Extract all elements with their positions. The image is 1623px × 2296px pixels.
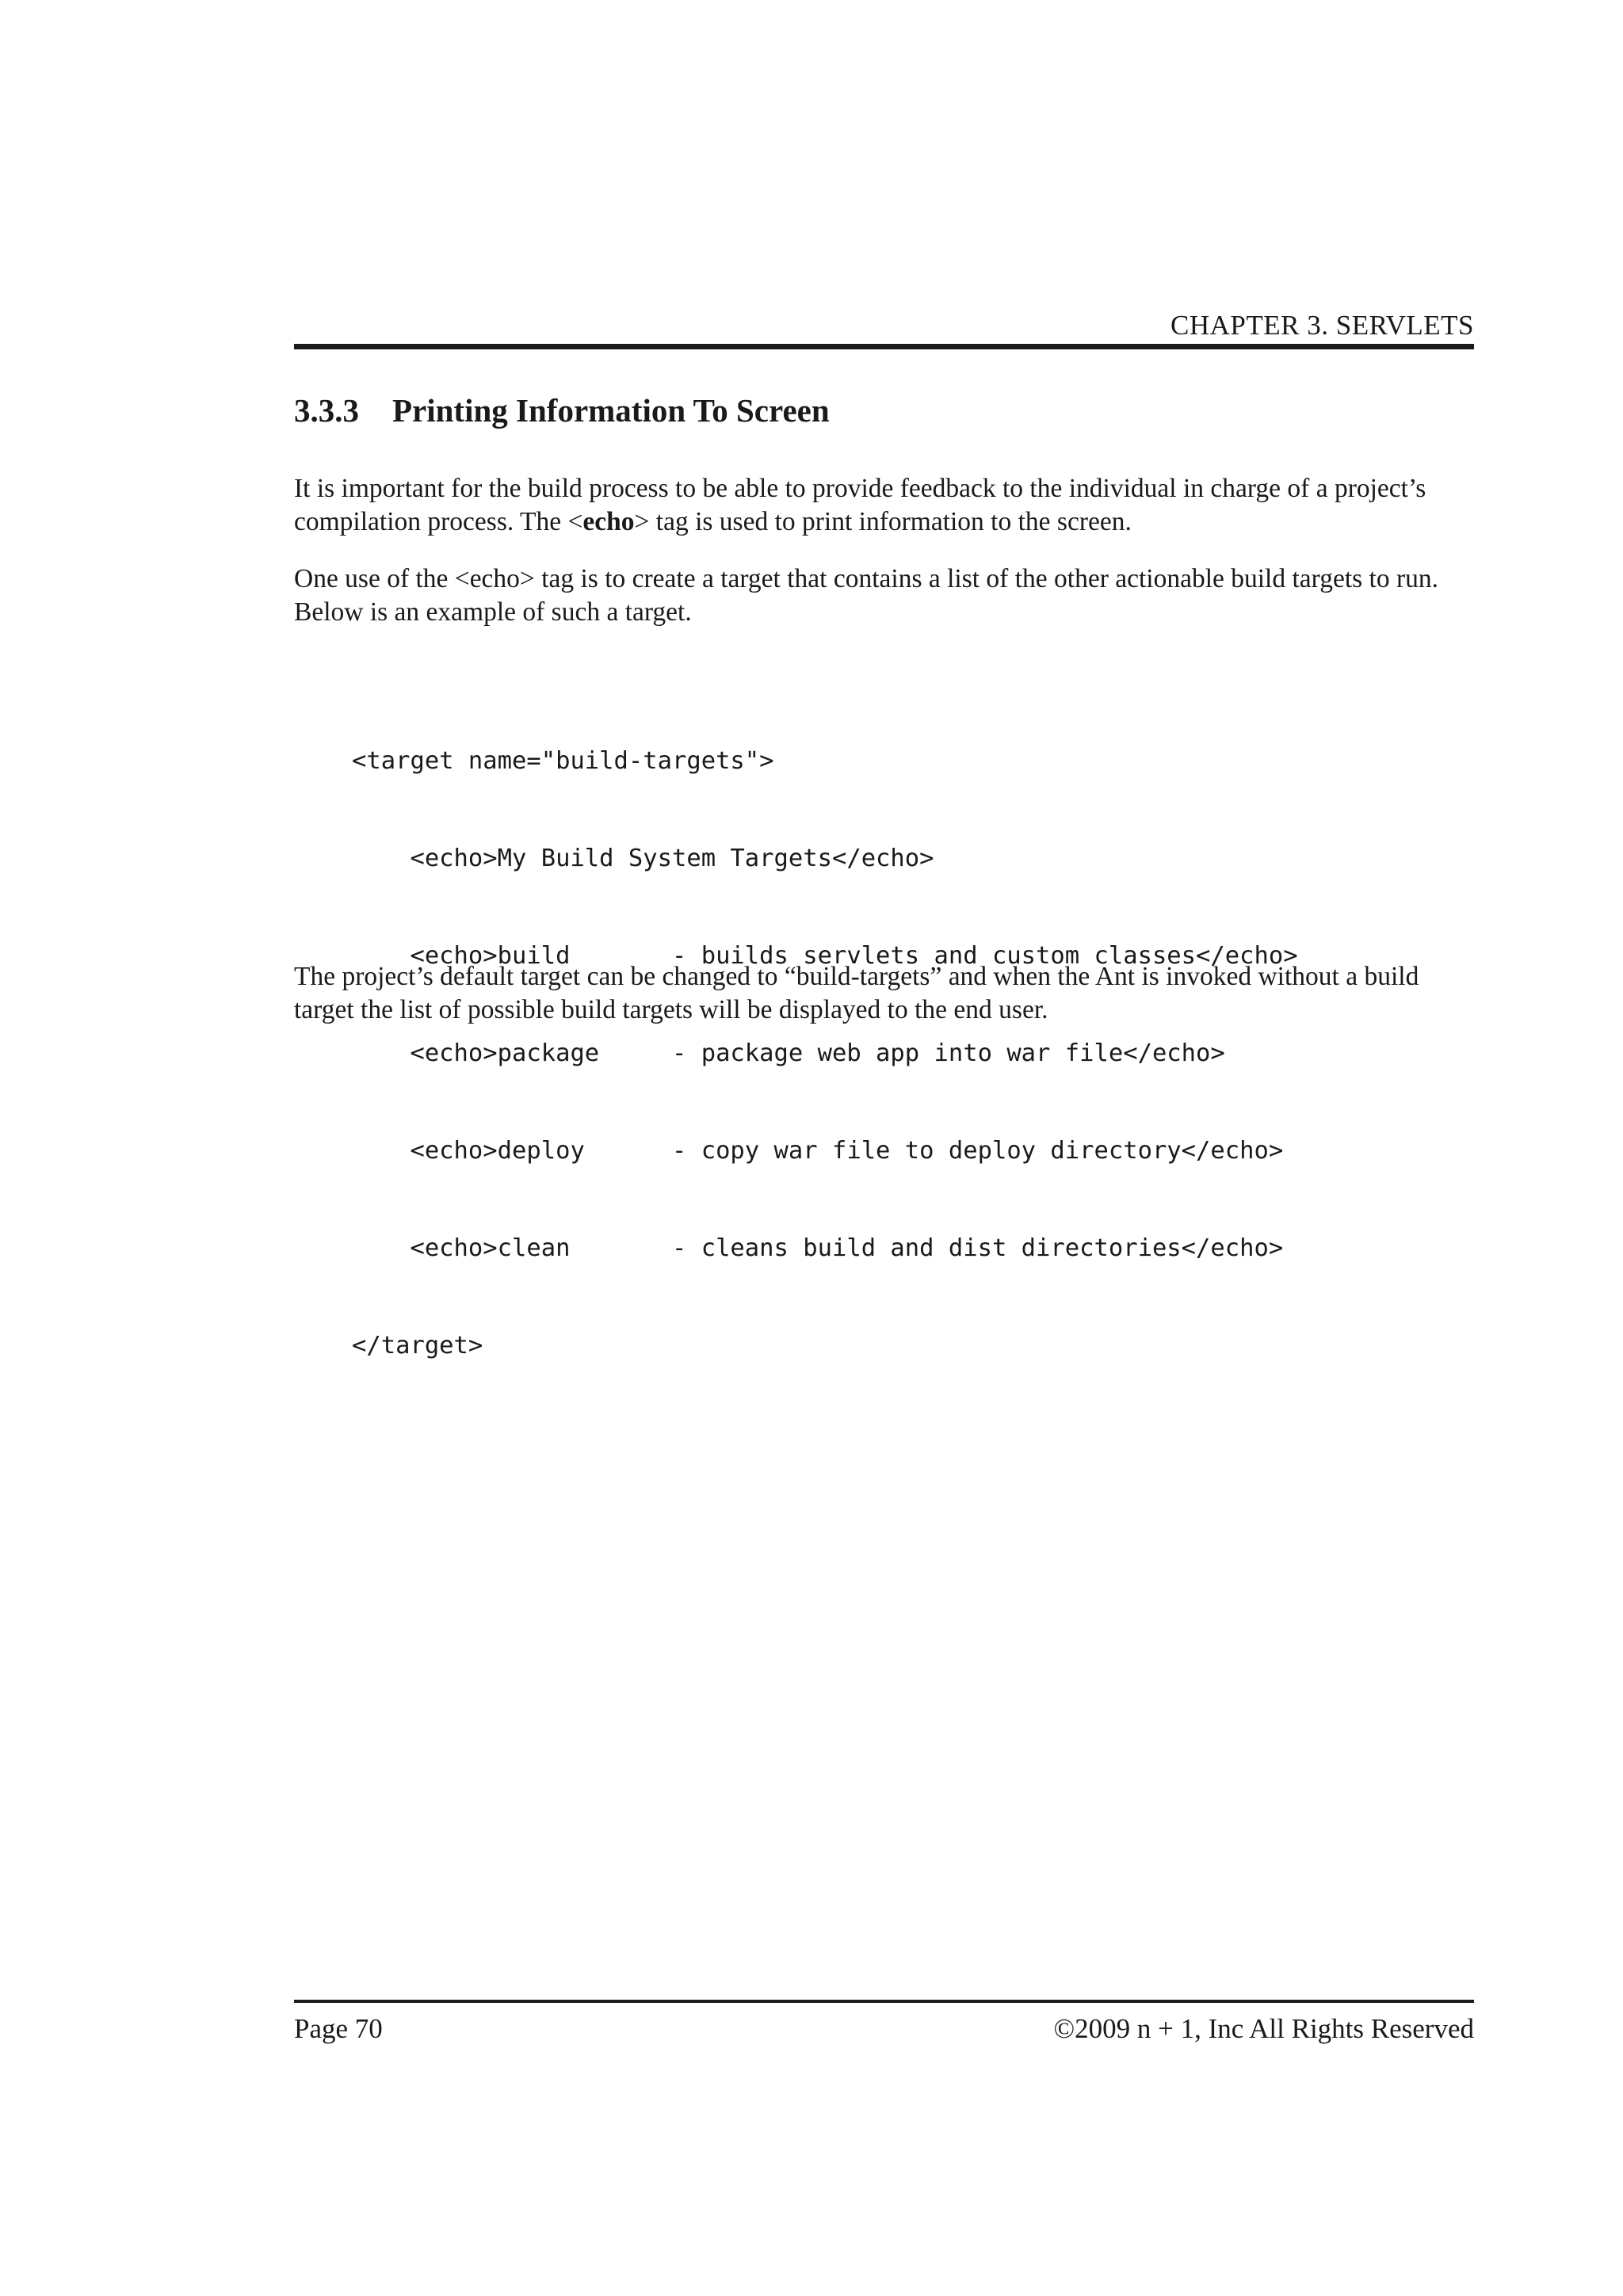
- page-footer: [294, 2009, 1474, 2049]
- code-listing: [352, 680, 1298, 1394]
- echo-tag-bold: echo: [582, 507, 635, 536]
- code-line: <echo>package - package web app into war file</echo>: [352, 1039, 1225, 1067]
- paragraph-intro-end: > tag is used to print information to the screen.: [634, 507, 1132, 536]
- paragraph-intro: [294, 472, 1474, 539]
- running-head: CHAPTER 3. SERVLETS: [1170, 310, 1474, 341]
- code-line: <echo>clean - cleans build and dist directories</echo>: [352, 1234, 1284, 1262]
- footer-rule: [294, 2000, 1474, 2003]
- code-line: <echo>build - builds servlets and custom classes</echo>: [352, 942, 1298, 970]
- section-title: Printing Information To Screen: [392, 392, 830, 429]
- paragraph-default-target: The project’s default target can be changed to “build-targets” and when the Ant is invoked without a build target the list of possible build targets will be displayed to the end user.: [294, 962, 1419, 1024]
- code-line: <echo>My Build System Targets</echo>: [352, 845, 934, 872]
- paragraph-echo-use: One use of the <echo> tag is to create a target that contains a list of the other actionable build targets to run. Below is an example of such a target.: [294, 564, 1439, 627]
- code-line: <target name="build-targets">: [352, 747, 774, 775]
- header-rule: [294, 344, 1474, 349]
- paragraph-intro-start: It is important for the build process to be able to provide feedback to the individual in charge of a project’s compilation process. The <: [294, 474, 1426, 536]
- page-number: Page 70: [294, 2013, 383, 2044]
- section-number: 3.3.3: [294, 392, 359, 429]
- copyright-notice: ©2009 n + 1, Inc All Rights Reserved: [1053, 2013, 1474, 2044]
- page-header: [294, 305, 1474, 346]
- code-line: </target>: [352, 1332, 483, 1360]
- section-heading: [294, 388, 1474, 433]
- code-line: <echo>deploy - copy war file to deploy directory</echo>: [352, 1137, 1284, 1165]
